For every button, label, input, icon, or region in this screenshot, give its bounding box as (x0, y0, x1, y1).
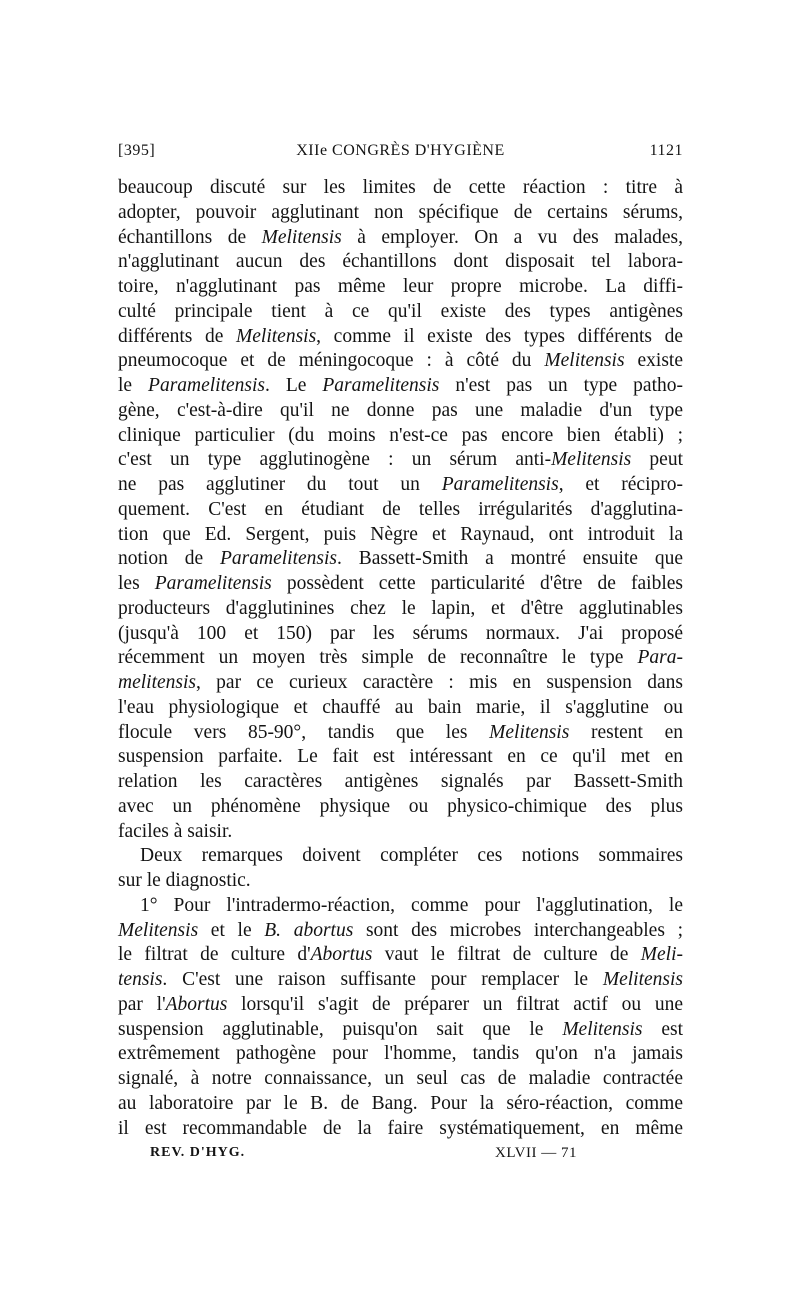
page-footer (150, 1145, 620, 1165)
text-segment: , par ce curieux caractère : mis en suspension dans (196, 672, 683, 693)
text-line (118, 325, 683, 350)
text-line (118, 894, 683, 919)
italic-term: melitensis (118, 672, 196, 693)
text-segment: échantillons de (118, 226, 262, 248)
text-segment: tion que Ed. Sergent, puis Nègre et Raynaud, ont introduit la (118, 523, 683, 545)
text-line (118, 473, 683, 498)
italic-term: Abortus (310, 944, 373, 966)
italic-term: Melitensis (236, 325, 317, 347)
italic-term: Paramelitensis (148, 375, 266, 396)
text-segment: l'eau physiologique et chauffé au bain marie, il s'agglutine ou (118, 696, 683, 718)
italic-term: Paramelitensis (220, 548, 338, 570)
text-segment: , et récipro- (558, 474, 683, 495)
text-line (118, 349, 683, 374)
text-segment: existe (624, 350, 684, 372)
text-segment: les (118, 573, 155, 594)
italic-term: Melitensis (562, 1018, 643, 1040)
text-line (118, 275, 683, 300)
text-segment: n'agglutinant aucun des échantillons dont disposait tel labora- (118, 251, 683, 273)
text-line (118, 424, 683, 449)
italic-term: Paramelitensis (154, 573, 272, 594)
text-line (118, 597, 683, 622)
text-segment: flocule vers 85-90°, tandis que les (118, 721, 490, 743)
text-segment: le filtrat de culture d' (118, 944, 311, 966)
text-segment: pneumocoque et de méningocoque : à côté du (118, 350, 545, 372)
italic-term: Abortus (165, 993, 228, 1015)
italic-term: Melitensis (602, 969, 683, 990)
text-line (118, 547, 683, 572)
italic-term: Melitensis (118, 919, 199, 941)
italic-term: Melitensis (261, 226, 342, 248)
text-segment: avec un phénomène physique ou physico-chimique des plus (118, 795, 683, 817)
italic-term: Melitensis (551, 449, 632, 471)
text-line (118, 498, 683, 523)
text-line (118, 226, 683, 251)
text-segment: signalé, à notre connaissance, un seul cas de maladie contractée (118, 1068, 683, 1089)
text-segment: peut (631, 449, 683, 471)
text-line (118, 993, 683, 1018)
text-line (118, 399, 683, 424)
text-line (118, 448, 683, 473)
text-segment: par l' (118, 993, 166, 1015)
italic-term: Paramelitensis (441, 474, 559, 495)
text-segment: clinique particulier (du moins n'est-ce pas encore bien établi) ; (118, 424, 683, 446)
text-line (118, 523, 683, 548)
italic-term: Melitensis (489, 721, 570, 743)
journal-signature: REV. D'HYG. (150, 1145, 246, 1160)
text-segment: sur le diagnostic. (118, 870, 251, 891)
text-segment: relation les caractères antigènes signalés par Bassett-Smith (118, 771, 683, 792)
text-line (118, 745, 683, 770)
body-text (118, 176, 683, 1141)
italic-term: Para- (637, 647, 683, 669)
text-segment: 1° Pour l'intradermo-réaction, comme pour l'agglutination, le (140, 894, 683, 916)
text-segment: gène, c'est-à-dire qu'il ne donne pas une maladie d'un type (118, 399, 683, 421)
text-segment: quement. C'est en étudiant de telles irrégularités d'agglutina- (118, 498, 683, 520)
text-line (118, 696, 683, 721)
text-segment: suspension agglutinable, puisqu'on sait que le (118, 1018, 563, 1040)
text-segment: différents de (118, 325, 237, 347)
text-segment: notion de (118, 548, 221, 570)
italic-term: Paramelitensis (322, 375, 440, 396)
text-segment: . Le (265, 375, 323, 396)
text-segment: restent en (569, 721, 683, 743)
text-line (118, 721, 683, 746)
text-segment: suspension parfaite. Le fait est intéressant en ce qu'il met en (118, 746, 683, 768)
text-segment: , comme il existe des types différents de (316, 325, 683, 347)
running-title: XIIe CONGRÈS D'HYGIÈNE (296, 142, 505, 159)
text-segment: adopter, pouvoir agglutinant non spécifique de certains sérums, (118, 201, 683, 223)
italic-term: tensis (118, 969, 163, 990)
text-line (118, 919, 683, 944)
text-line (118, 795, 683, 820)
text-line (118, 671, 683, 696)
text-segment: . Bassett-Smith a montré ensuite que (337, 548, 683, 570)
text-line (118, 968, 683, 993)
text-line (118, 820, 683, 845)
text-line (118, 943, 683, 968)
text-line (118, 622, 683, 647)
text-line (118, 1018, 683, 1043)
text-segment: culté principale tient à ce qu'il existe des types antigènes (118, 300, 683, 322)
italic-term: Melitensis (544, 350, 625, 372)
text-line (118, 201, 683, 226)
volume-sheet-number: XLVII — 71 (495, 1145, 577, 1161)
text-segment: il est recommandable de la faire systématiquement, en même (118, 1117, 683, 1139)
text-line (118, 300, 683, 325)
text-line (118, 1117, 683, 1142)
text-segment: n'est pas un type patho- (439, 375, 683, 396)
text-line (118, 176, 683, 201)
text-segment: Deux remarques doivent compléter ces notions sommaires (140, 845, 683, 867)
text-line (118, 1067, 683, 1092)
text-segment: toire, n'agglutinant pas même leur propre microbe. La diffi- (118, 276, 683, 297)
running-head (118, 142, 683, 164)
text-segment: c'est un type agglutinogène : un sérum anti- (118, 449, 552, 471)
text-segment: (jusqu'à 100 et 150) par les sérums normaux. J'ai proposé (118, 622, 683, 644)
italic-term: B. abortus (264, 919, 354, 941)
text-segment: vaut le filtrat de culture de (372, 944, 641, 966)
text-line (118, 374, 683, 399)
text-segment: récemment un moyen très simple de reconnaître le type (118, 647, 638, 669)
text-line (118, 646, 683, 671)
text-line (118, 869, 683, 894)
text-segment: à employer. On a vu des malades, (341, 226, 683, 248)
text-segment: extrêmement pathogène pour l'homme, tandis qu'on n'a jamais (118, 1043, 683, 1065)
text-segment: est (642, 1018, 683, 1040)
page-bracket-number: [395] (118, 142, 156, 159)
text-line (118, 572, 683, 597)
text-segment: producteurs d'agglutinines chez le lapin, et d'être agglutinables (118, 597, 683, 619)
text-line (118, 250, 683, 275)
text-segment: ne pas agglutiner du tout un (118, 474, 442, 495)
text-segment: beaucoup discuté sur les limites de cette réaction : titre à (118, 177, 683, 198)
text-segment: le (118, 375, 149, 396)
text-segment: au laboratoire par le B. de Bang. Pour la séro-réaction, comme (118, 1092, 683, 1114)
text-line (118, 1042, 683, 1067)
text-line (118, 1092, 683, 1117)
italic-term: Meli- (640, 944, 683, 966)
text-line (118, 770, 683, 795)
page-number: 1121 (649, 142, 683, 159)
text-segment: . C'est une raison suffisante pour remplacer le (162, 969, 603, 990)
text-segment: possèdent cette particularité d'être de faibles (271, 573, 683, 594)
text-segment: lorsqu'il s'agit de préparer un filtrat actif ou une (227, 993, 683, 1015)
text-segment: sont des microbes interchangeables ; (353, 919, 683, 941)
text-segment: faciles à saisir. (118, 820, 233, 842)
text-segment: et le (198, 919, 265, 941)
text-line (118, 844, 683, 869)
